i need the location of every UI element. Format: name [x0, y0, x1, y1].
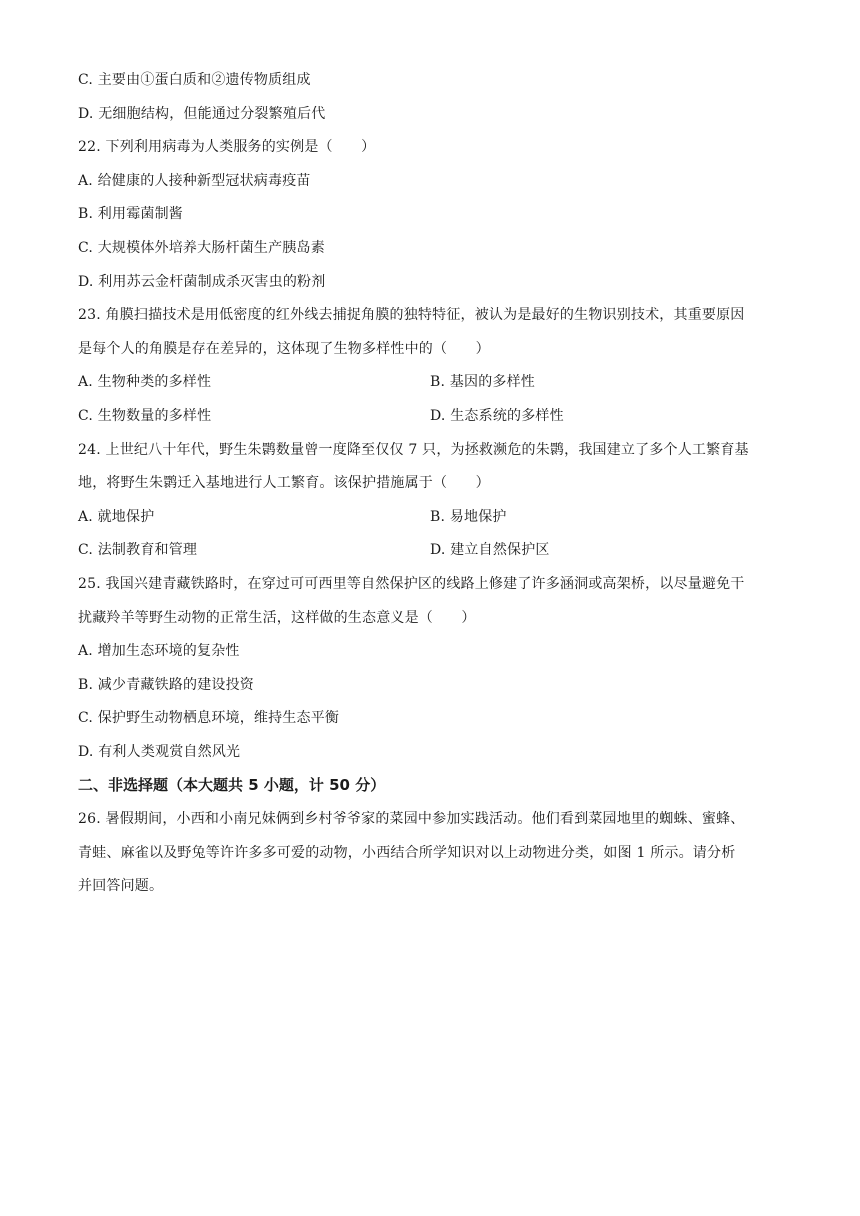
q25-stem-line2: 扰藏羚羊等野生动物的正常生活，这样做的生态意义是（ ）: [78, 609, 476, 626]
q22-option-c: C. 大规模体外培养大肠杆菌生产胰岛素: [78, 239, 325, 256]
q23-option-a: A. 生物种类的多样性: [78, 374, 212, 391]
q22-option-b: B. 利用霉菌制酱: [78, 206, 183, 223]
q25-option-b: B. 减少青藏铁路的建设投资: [78, 676, 254, 693]
q24-stem-line1: 24. 上世纪八十年代，野生朱鹮数量曾一度降至仅仅 7 只，为拯救濒危的朱鹮，我国建立了多个人工繁育基: [78, 441, 749, 458]
q26-stem-line1: 26. 暑假期间，小西和小南兄妹俩到乡村爷爷家的菜园中参加实践活动。他们看到菜园地里的蜘蛛、蜜蜂、: [78, 811, 745, 828]
q24-options-row-2: [78, 540, 790, 560]
q23-option-b: B. 基因的多样性: [430, 374, 535, 391]
q21-option-c: C. 主要由①蛋白质和②遗传物质组成: [78, 72, 311, 88]
section-heading-non-choice: 二、非选择题（本大题共 5 小题，计 50 分）: [78, 776, 386, 795]
q23-options-row-1: [78, 372, 790, 392]
q22-option-a: A. 给健康的人接种新型冠状病毒疫苗: [78, 172, 311, 189]
q22-option-d: D. 利用苏云金杆菌制成杀灭害虫的粉剂: [78, 273, 326, 290]
q23-option-d: D. 生态系统的多样性: [430, 407, 564, 424]
q25-option-d: D. 有利人类观赏自然风光: [78, 743, 241, 760]
q24-option-b: B. 易地保护: [430, 508, 507, 525]
q23-option-c: C. 生物数量的多样性: [78, 407, 212, 424]
q25-option-a: A. 增加生态环境的复杂性: [78, 643, 240, 660]
q22-stem: 22. 下列利用病毒为人类服务的实例是（ ）: [78, 139, 376, 156]
q21-option-d: D. 无细胞结构，但能通过分裂繁殖后代: [78, 105, 326, 122]
q23-options-row-2: [78, 406, 790, 426]
q24-option-a: A. 就地保护: [78, 508, 155, 525]
q24-options-row-1: [78, 507, 790, 527]
exam-page: [78, 70, 790, 910]
q25-option-c: C. 保护野生动物栖息环境，维持生态平衡: [78, 710, 340, 727]
q26-stem-line2: 青蛙、麻雀以及野兔等许许多多可爱的动物，小西结合所学知识对以上动物进分类，如图 1 所示。请分析: [78, 844, 736, 861]
q24-stem-line2: 地，将野生朱鹮迁入基地进行人工繁育。该保护措施属于（ ）: [78, 475, 490, 492]
q26-stem-line3: 并回答问题。: [78, 878, 164, 895]
q25-stem-line1: 25. 我国兴建青藏铁路时，在穿过可可西里等自然保护区的线路上修建了许多涵洞或高架桥，以尽量避免干: [78, 575, 745, 592]
q23-stem-line1: 23. 角膜扫描技术是用低密度的红外线去捕捉角膜的独特特征，被认为是最好的生物识别技术，其重要原因: [78, 307, 745, 324]
q24-option-d: D. 建立自然保护区: [430, 542, 550, 559]
q24-option-c: C. 法制教育和管理: [78, 542, 198, 559]
q23-stem-line2: 是每个人的角膜是存在差异的，这体现了生物多样性中的（ ）: [78, 340, 490, 357]
